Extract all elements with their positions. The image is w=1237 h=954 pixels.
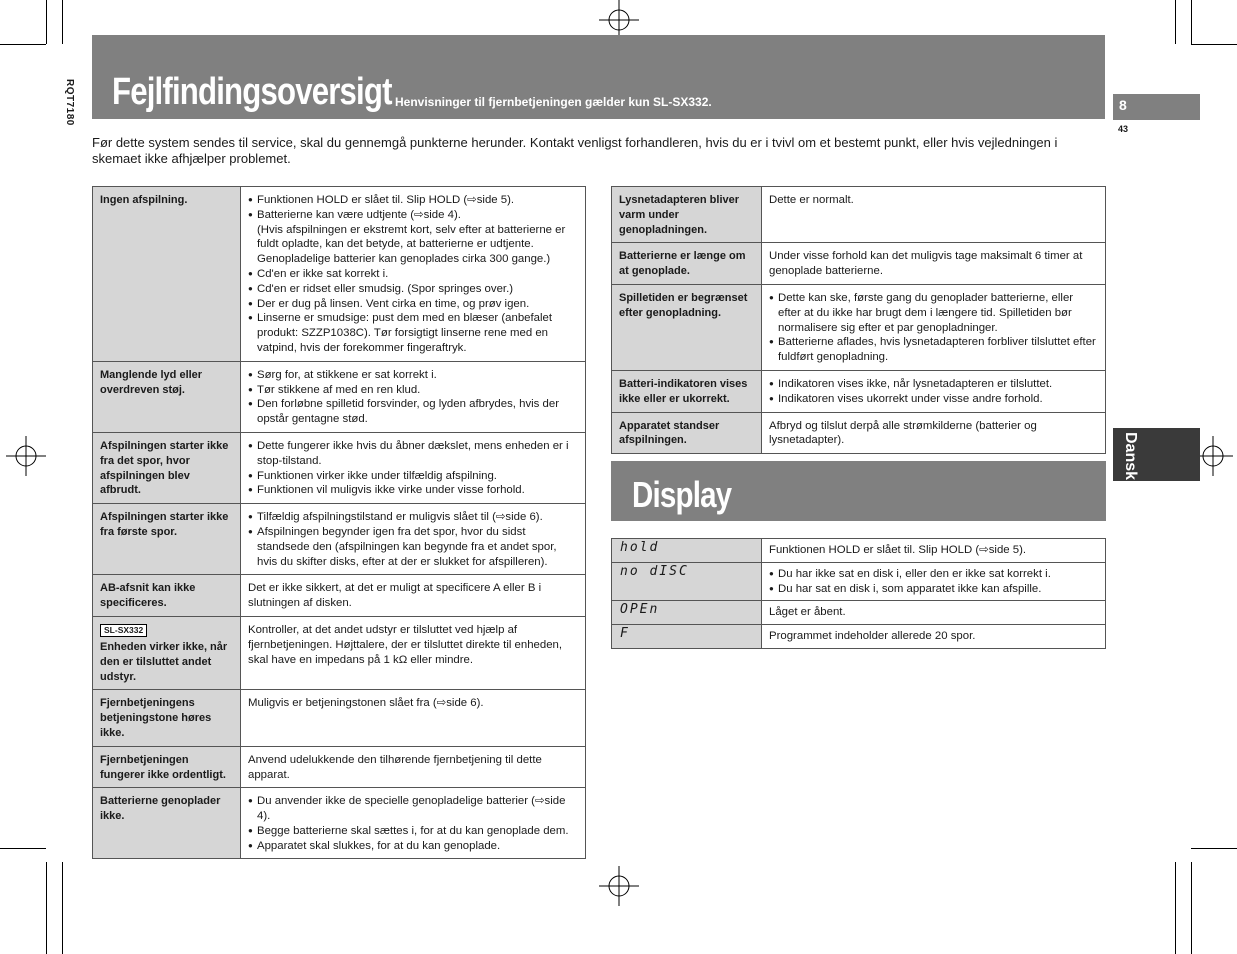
problem-text: Spilletiden er begrænset efter genopladning. (619, 291, 748, 319)
problem-cell (612, 601, 762, 625)
registration-mark-icon (6, 436, 46, 476)
language-tab (1113, 428, 1200, 481)
crop-mark (1191, 862, 1192, 954)
solution-text: Låget er åbent. (769, 606, 846, 619)
table-row (93, 361, 586, 432)
display-messages-table (611, 538, 1106, 649)
table-row (612, 370, 1106, 412)
solution-cell (241, 746, 586, 788)
bullet-item: ● Dette fungerer ikke hvis du åbner dækslet, mens enheden er i stop-tilstand. (248, 439, 578, 469)
problem-cell (612, 625, 762, 649)
problem-text: Fjernbetjeningen fungerer ikke ordentligt. (100, 753, 226, 781)
problem-text: Batteri-indikatoren vises ikke eller er ukorrekt. (619, 377, 748, 405)
crop-mark (62, 862, 63, 954)
table-row (93, 187, 586, 362)
problem-cell (612, 370, 762, 412)
solution-cell (762, 412, 1106, 454)
problem-cell (93, 575, 241, 617)
table-row (93, 616, 586, 689)
bullet-item: ● Den forløbne spilletid forsvinder, og lyden afbrydes, hvis der opstår gentagne stød. (248, 397, 578, 427)
solution-cell (241, 788, 586, 859)
problem-cell (93, 746, 241, 788)
problem-cell (93, 504, 241, 575)
bullet-item: ● Du har sat en disk i, som apparatet ikke kan afspille. (769, 582, 1098, 597)
solution-cell (241, 432, 586, 503)
table-row (612, 412, 1106, 454)
problem-text: Apparatet standser afspilningen. (619, 419, 720, 447)
solution-text: Anvend udelukkende den tilhørende fjernbetjening til dette apparat. (248, 753, 542, 781)
solution-cell (762, 625, 1106, 649)
bullet-item: ● Funktionen vil muligvis ikke virke under visse forhold. (248, 483, 578, 498)
problem-cell (93, 788, 241, 859)
problem-text: hold (620, 540, 660, 555)
problem-text: Afspilningen starter ikke fra det spor, hvor afspilningen blev afbrudt. (100, 439, 229, 497)
table-row (612, 625, 1106, 649)
table-row (93, 504, 586, 575)
page-number-tab (1113, 94, 1200, 120)
bullet-item: ● Dette kan ske, første gang du genoplader batterierne, eller efter at du ikke har brugt dem i længere tid. Spilletiden bør normalisere sig efter et par genopladninger. (769, 291, 1098, 335)
intro-paragraph: Før dette system sendes til service, skal du gennemgå punkterne herunder. Kontakt venligst forhandleren, hvis du er i tvivl om et bestemt punkt, eller hvis vejledningen i skemaet ikke afhjælper problemet. (92, 135, 1058, 166)
table-row (93, 788, 586, 859)
page-number: 8 (1119, 97, 1127, 113)
table-row (93, 690, 586, 746)
problem-cell (612, 187, 762, 243)
problem-text: Ingen afspilning. (100, 194, 188, 206)
solution-cell (762, 243, 1106, 285)
solution-cell (241, 690, 586, 746)
table-row (612, 539, 1106, 563)
model-badge: SL-SX332 (100, 624, 147, 637)
page-sub-number: 43 (1118, 124, 1129, 134)
problem-cell (612, 243, 762, 285)
language-label: Dansk (1122, 432, 1139, 481)
table-row (93, 432, 586, 503)
problem-cell (93, 690, 241, 746)
problem-text: F (620, 626, 630, 642)
bullet-item: ● Du har ikke sat en disk i, eller den er ikke sat korrekt i. (769, 567, 1098, 582)
troubleshooting-table-right (611, 186, 1106, 454)
solution-cell (762, 539, 1106, 563)
problem-cell (612, 284, 762, 370)
problem-text: Manglende lyd eller overdreven støj. (100, 368, 203, 396)
solution-text: Muligvis er betjeningstonen slået fra (⇨side 6). (248, 697, 484, 710)
crop-mark (46, 0, 47, 44)
bullet-item: ● Batterierne aflades, hvis lysnetadapteren forbliver tilsluttet efter fuldført genopladning. (769, 335, 1098, 365)
problem-text: Afspilningen starter ikke fra første spor. (100, 511, 229, 538)
solution-text: Det er ikke sikkert, at det er muligt at specificere A eller B i slutningen af disken. (248, 582, 542, 610)
solution-cell (762, 562, 1106, 601)
bullet-item: ● Indikatoren vises ikke, når lysnetadapteren er tilsluttet. (769, 377, 1098, 392)
problem-text: OPEn (620, 602, 660, 618)
bullet-item: ● Funktionen HOLD er slået til. Slip HOLD (⇨side 5). (248, 193, 578, 208)
bullet-item: ● Afspilningen begynder igen fra det spor, hvor du sidst standsede den (afspilningen kan begynde fra et andet spor, hvis du skifter disks, efter at der er slukket for afspilleren). (248, 525, 578, 569)
crop-mark (62, 0, 63, 44)
solution-cell (762, 284, 1106, 370)
crop-mark (46, 862, 47, 954)
troubleshooting-table-left (92, 186, 586, 859)
bullet-item: ● Linserne er smudsige: pust dem med en blæser (anbefalet produkt: SZZP1038C). Tør forsigtigt linserne rene med en vatpind, hvis der forekommer fingeraftryk. (248, 311, 578, 355)
solution-cell (241, 616, 586, 689)
solution-text: Funktionen HOLD er slået til. Slip HOLD (⇨side 5). (769, 544, 1027, 556)
table-row (612, 562, 1106, 601)
solution-cell (241, 575, 586, 617)
page-title: Fejlfindingsoversigt (112, 71, 392, 113)
bullet-item: ● Der er dug på linsen. Vent cirka en time, og prøv igen. (248, 297, 578, 312)
problem-cell (93, 187, 241, 362)
problem-cell (612, 539, 762, 563)
bullet-item: ● Sørg for, at stikkene er sat korrekt i. (248, 368, 578, 383)
crop-mark (1191, 44, 1237, 45)
bullet-item: ● Apparatet skal slukkes, for at du kan genoplade. (248, 839, 578, 854)
table-row (612, 243, 1106, 285)
table-row (612, 601, 1106, 625)
bullet-item: ● Du anvender ikke de specielle genopladelige batterier (⇨side 4). (248, 794, 578, 824)
problem-text: no dISC (620, 563, 689, 579)
page-subtitle: Henvisninger til fjernbetjeningen gælder kun SL-SX332. (395, 95, 712, 109)
crop-mark (1191, 848, 1237, 849)
solution-cell (762, 370, 1106, 412)
table-row (612, 187, 1106, 243)
solution-cell (241, 361, 586, 432)
problem-cell (612, 562, 762, 601)
solution-text: Kontroller, at det andet udstyr er tilsluttet ved hjælp af fjernbetjeningen. Højttalere, der er tilsluttet direkte til enheden, skal have en impedans på 1 kΩ eller mindre. (248, 623, 563, 666)
registration-mark-icon (599, 866, 639, 906)
problem-text: Enheden virker ikke, når den er tilsluttet andet udstyr. (100, 640, 228, 683)
solution-text: (Hvis afspilningen er ekstremt kort, selv efter at batterierne er fuldt opladte, kan det betyde, at batterierne er udtjente. Genopladelige batterier kan genoplades cirka 300 gange.) (257, 223, 566, 266)
solution-cell (241, 187, 586, 362)
problem-cell (93, 432, 241, 503)
solution-text: Under visse forhold kan det muligvis tage maksimalt 6 timer at genoplade batterierne. (769, 250, 1083, 278)
bullet-item: ● Tør stikkene af med en ren klud. (248, 383, 578, 398)
bullet-item: ● Tilfældig afspilningstilstand er muligvis slået til (⇨side 6). (248, 510, 578, 525)
problem-cell (93, 616, 241, 689)
document-code: RQT7180 (64, 79, 75, 126)
bullet-item: ● Funktionen virker ikke under tilfældig afspilning. (248, 469, 578, 484)
bullet-item: ● Cd'en er ikke sat korrekt i. (248, 267, 578, 282)
problem-text: Fjernbetjeningens betjeningstone høres ikke. (100, 697, 212, 739)
solution-cell (762, 601, 1106, 625)
registration-mark-icon (599, 0, 639, 40)
problem-cell (93, 361, 241, 432)
bullet-item: ● Begge batterierne skal sættes i, for at du kan genoplade dem. (248, 824, 578, 839)
crop-mark (1175, 0, 1176, 44)
problem-cell (612, 412, 762, 454)
problem-text: Batterierne genoplader ikke. (100, 795, 221, 823)
bullet-item: ● Indikatoren vises ukorrekt under visse andre forhold. (769, 392, 1098, 407)
solution-cell (241, 504, 586, 575)
crop-mark (0, 44, 46, 45)
solution-cell (762, 187, 1106, 243)
solution-text: Programmet indeholder allerede 20 spor. (769, 630, 976, 643)
crop-mark (1191, 0, 1192, 44)
crop-mark (0, 848, 46, 849)
solution-text: Afbryd og tilslut derpå alle strømkilderne (batterier og lysnetadapter). (769, 419, 1037, 447)
table-row (93, 575, 586, 617)
problem-text: Lysnetadapteren bliver varm under genopladningen. (619, 194, 740, 236)
bullet-item: ● Batterierne kan være udtjente (⇨side 4). (248, 208, 578, 223)
problem-text: Batterierne er længe om at genoplade. (619, 250, 746, 278)
crop-mark (1175, 862, 1176, 954)
bullet-item: ● Cd'en er ridset eller smudsig. (Spor springes over.) (248, 282, 578, 297)
table-row (612, 284, 1106, 370)
problem-text: AB-afsnit kan ikke specificeres. (100, 582, 196, 610)
solution-text: Dette er normalt. (769, 194, 854, 206)
display-section-title: Display (632, 474, 732, 515)
table-row (93, 746, 586, 788)
